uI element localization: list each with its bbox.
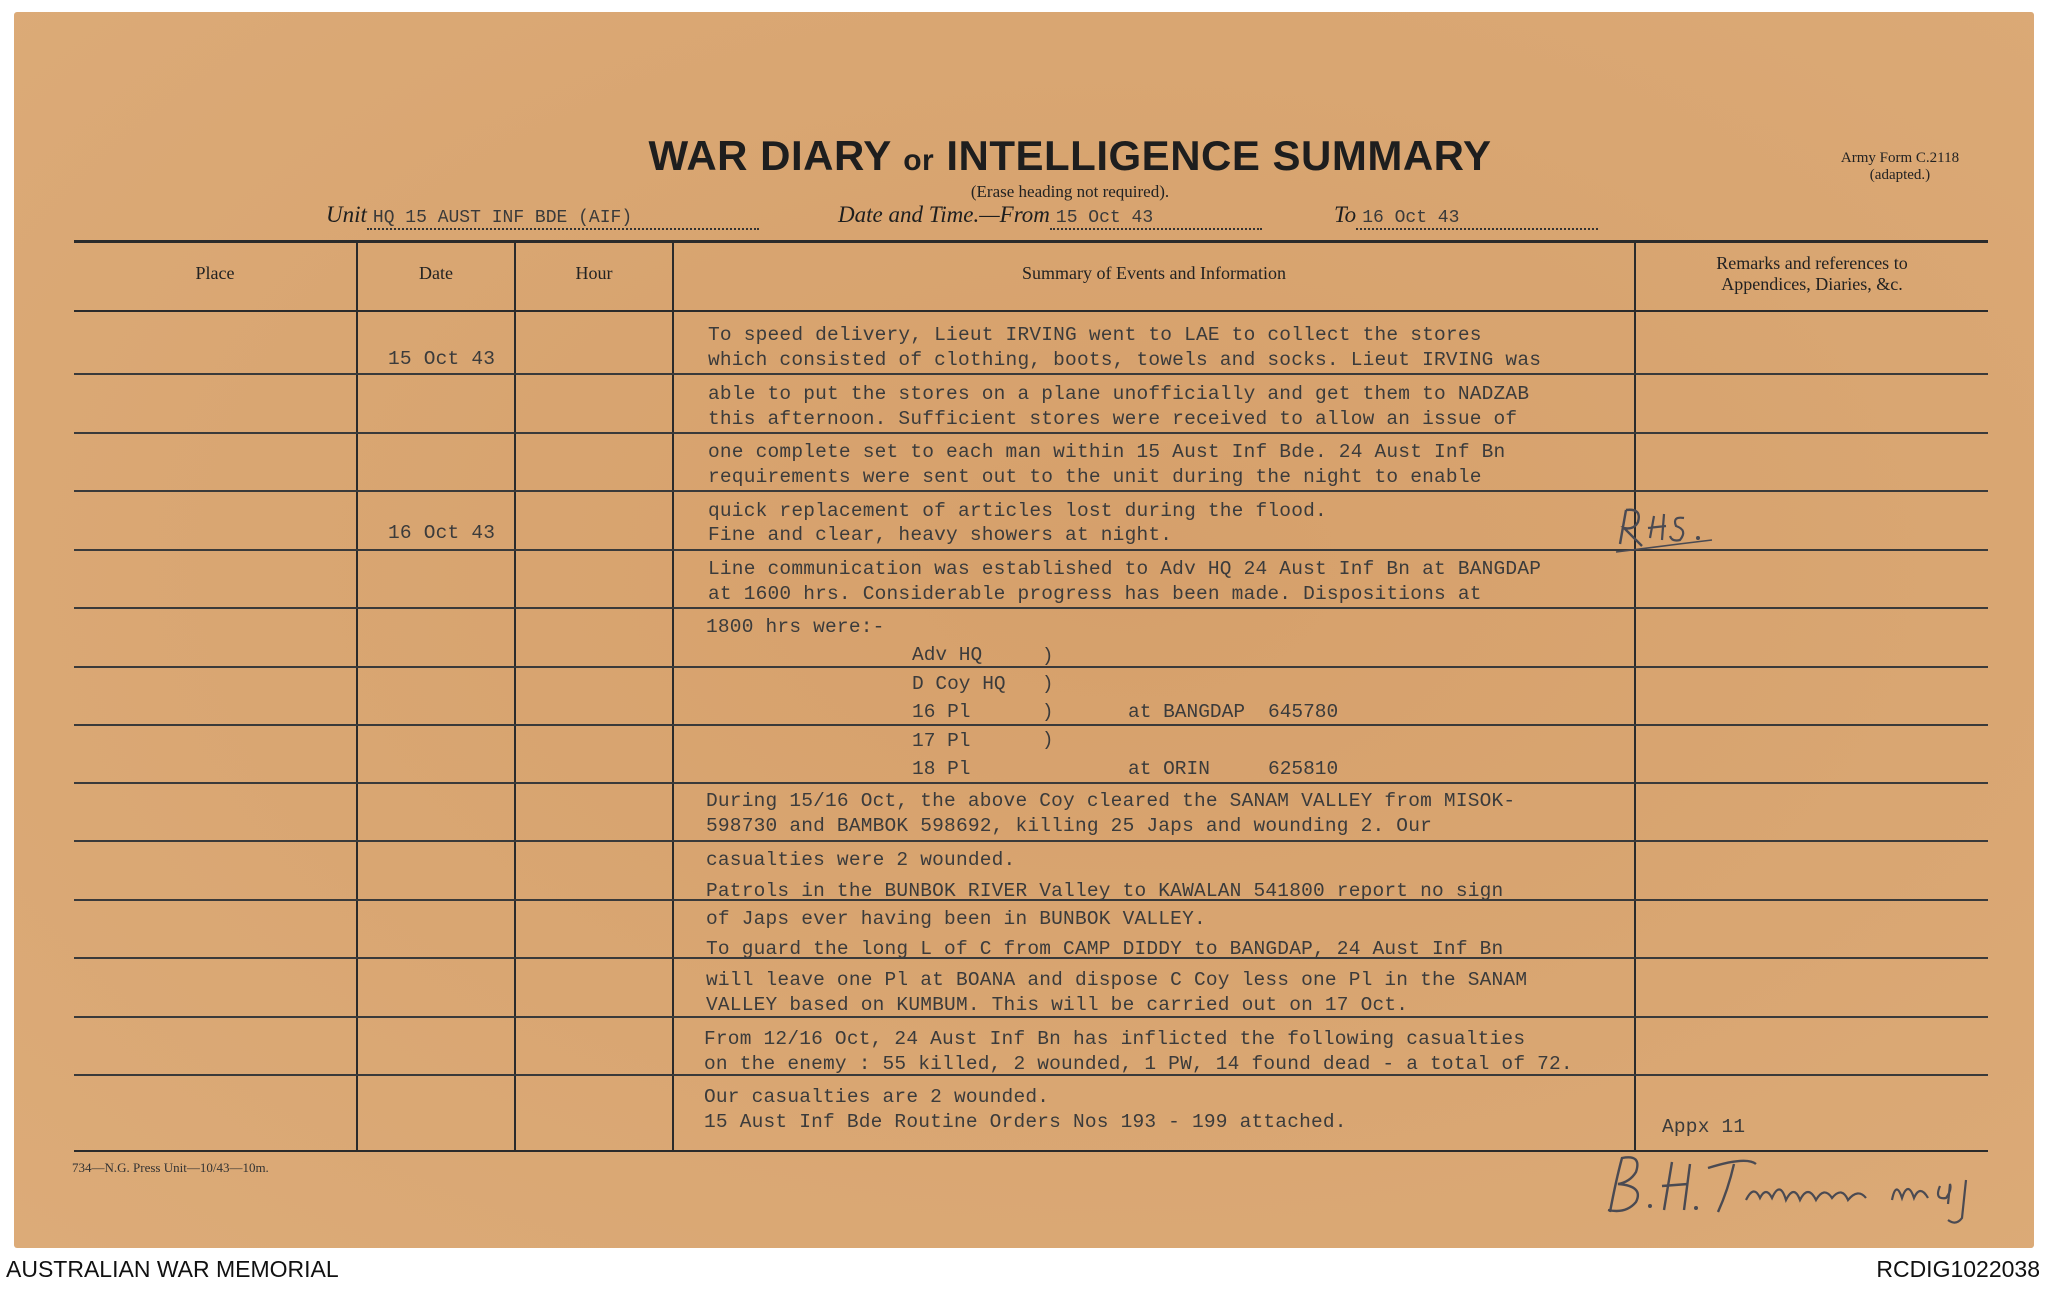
army-form-adapted: (adapted.) xyxy=(1869,167,1931,183)
printer-mark: 734—N.G. Press Unit—10/43—10m. xyxy=(72,1160,269,1175)
summary-line: will leave one Pl at BOANA and dispose C Coy less one Pl in the SANAM xyxy=(706,969,1528,991)
disposition-location: at BANGDAP xyxy=(1128,701,1246,723)
summary-line: Our casualties are 2 wounded. xyxy=(704,1086,1050,1108)
col-head-remarks-line1: Remarks and references to xyxy=(1716,253,1908,273)
appendix-reference: Appx 11 xyxy=(1662,1116,1746,1138)
date-cell: 15 Oct 43 xyxy=(388,348,496,370)
subtitle: (Erase heading not required). xyxy=(970,182,1170,201)
row-rule xyxy=(74,666,1988,668)
title-intelligence-summary: INTELLIGENCE SUMMARY xyxy=(946,132,1492,179)
row-rule xyxy=(74,1016,1988,1018)
unit-label: Unit xyxy=(326,202,367,227)
summary-line: at 1600 hrs. Considerable progress has been made. Dispositions at xyxy=(708,583,1482,605)
disposition-unit: Adv HQ xyxy=(912,644,983,666)
page-title xyxy=(640,132,1500,180)
row-rule xyxy=(74,724,1988,726)
row-rule xyxy=(74,432,1988,434)
row-rule xyxy=(74,782,1988,784)
summary-line: 598730 and BAMBOK 598692, killing 25 Japs and wounding 2. Our xyxy=(706,815,1433,837)
footer-record-id: RCDIG1022038 xyxy=(1876,1256,2040,1282)
summary-line: this afternoon. Sufficient stores were received to allow an issue of xyxy=(708,408,1518,430)
col-divider-hour xyxy=(672,242,674,1150)
disposition-unit: 16 Pl xyxy=(912,701,971,723)
summary-line: Fine and clear, heavy showers at night. xyxy=(708,524,1173,546)
col-divider-place xyxy=(356,242,358,1150)
disposition-unit: D Coy HQ xyxy=(912,673,1006,695)
summary-line: requirements were sent out to the unit during the night to enable xyxy=(708,466,1482,488)
date-from-field xyxy=(838,202,1262,230)
footer-source: AUSTRALIAN WAR MEMORIAL xyxy=(6,1256,339,1282)
summary-line: To guard the long L of C from CAMP DIDDY to BANGDAP, 24 Aust Inf Bn xyxy=(706,938,1504,960)
summary-line: able to put the stores on a plane unofficially and get them to NADZAB xyxy=(708,383,1530,405)
row-rule xyxy=(74,840,1988,842)
row-rule xyxy=(74,373,1988,375)
summary-line: which consisted of clothing, boots, towels and socks. Lieut IRVING was xyxy=(708,349,1542,371)
summary-line: casualties were 2 wounded. xyxy=(706,849,1016,871)
disposition-location: at ORIN xyxy=(1128,758,1210,780)
summary-line: of Japs ever having been in BUNBOK VALLEY. xyxy=(706,908,1206,930)
initials-signature xyxy=(1612,494,1722,560)
date-to-label: To xyxy=(1334,202,1357,227)
disposition-brace: ) ) ) ) xyxy=(1042,645,1054,751)
row-rule xyxy=(74,490,1988,492)
disposition-grid-ref: 625810 xyxy=(1268,758,1339,780)
disposition-grid-ref: 645780 xyxy=(1268,701,1339,723)
summary-line: VALLEY based on KUMBUM. This will be carried out on 17 Oct. xyxy=(706,994,1409,1016)
unit-field xyxy=(326,202,759,230)
date-to-field xyxy=(1334,202,1598,230)
date-to-value: 16 Oct 43 xyxy=(1356,208,1598,230)
army-form-number: Army Form C.2118 xyxy=(1840,150,1960,166)
title-or: or xyxy=(903,144,935,177)
summary-line: Patrols in the BUNBOK RIVER Valley to KAWALAN 541800 report no sign xyxy=(706,880,1504,902)
col-head-hour: Hour xyxy=(575,263,613,283)
col-head-remarks xyxy=(1636,253,1988,295)
summary-line: quick replacement of articles lost during the flood. xyxy=(708,500,1327,522)
army-form-label xyxy=(1820,150,1980,184)
summary-line: 15 Aust Inf Bde Routine Orders Nos 193 - 199 attached. xyxy=(704,1111,1347,1133)
header-divider xyxy=(74,310,1988,312)
title-war-diary: WAR DIARY xyxy=(648,132,892,179)
summary-line: Line communication was established to Adv HQ 24 Aust Inf Bn at BANGDAP xyxy=(708,558,1542,580)
summary-line: To speed delivery, Lieut IRVING went to LAE to collect the stores xyxy=(708,324,1482,346)
summary-line: on the enemy : 55 killed, 2 wounded, 1 PW, 14 found dead - a total of 72. xyxy=(704,1053,1573,1075)
date-cell: 16 Oct 43 xyxy=(388,522,496,544)
col-head-place: Place xyxy=(195,263,235,283)
col-head-date: Date xyxy=(419,263,453,283)
date-from-value: 15 Oct 43 xyxy=(1050,208,1262,230)
col-divider-date xyxy=(514,242,516,1150)
summary-line: one complete set to each man within 15 Aust Inf Bde. 24 Aust Inf Bn xyxy=(708,441,1506,463)
table-top-border xyxy=(74,240,1988,243)
unit-value: HQ 15 AUST INF BDE (AIF) xyxy=(367,208,759,230)
summary-line: From 12/16 Oct, 24 Aust Inf Bn has inflicted the following casualties xyxy=(704,1028,1526,1050)
col-head-remarks-line2: Appendices, Diaries, &c. xyxy=(1721,274,1903,294)
col-head-summary: Summary of Events and Information xyxy=(1022,263,1286,283)
date-from-label: Date and Time.—From xyxy=(838,202,1050,227)
disposition-unit: 18 Pl xyxy=(912,758,971,780)
disposition-unit: 17 Pl xyxy=(912,730,971,752)
row-rule xyxy=(74,607,1988,609)
officer-signature xyxy=(1596,1140,1996,1230)
col-divider-summary xyxy=(1634,242,1636,1150)
summary-line: 1800 hrs were:- xyxy=(706,616,885,638)
summary-line: During 15/16 Oct, the above Coy cleared the SANAM VALLEY from MISOK- xyxy=(706,790,1516,812)
